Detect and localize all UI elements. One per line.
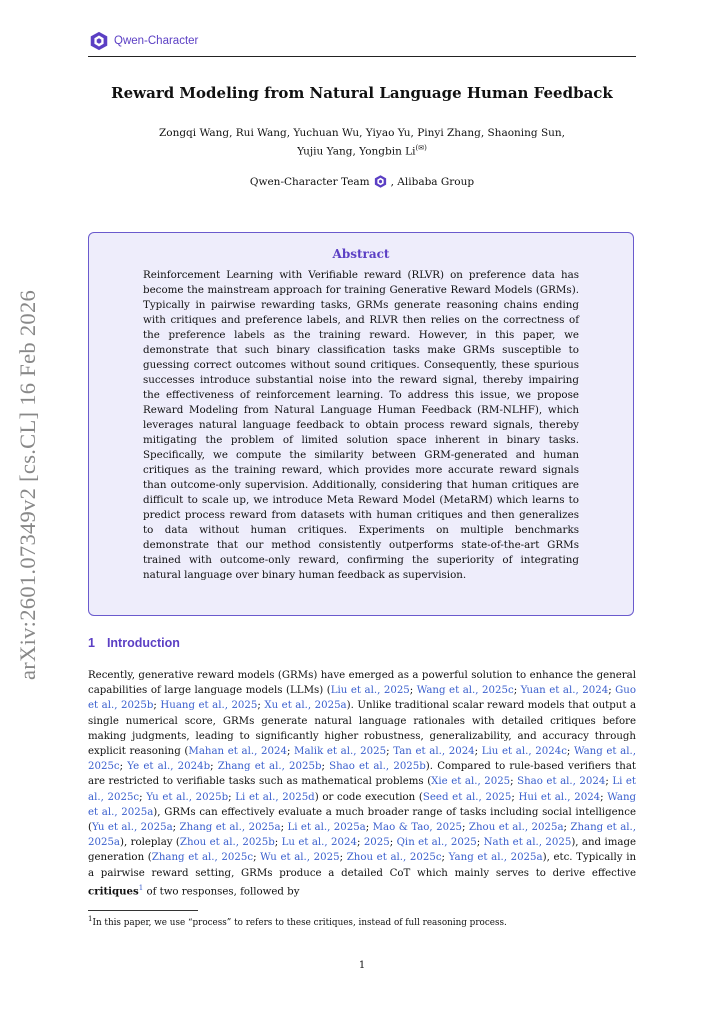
citation-link[interactable]: Yuan et al., 2024 — [520, 685, 609, 697]
citation-link[interactable]: Yu et al., 2025a — [91, 822, 173, 834]
page-number: 1 — [358, 960, 366, 971]
affiliation — [88, 174, 636, 189]
section-heading — [88, 636, 180, 650]
intro-text: ) or code execution ( — [314, 791, 423, 803]
citation-link[interactable]: Mao & Tao, 2025 — [372, 822, 463, 834]
intro-text: ; — [462, 822, 469, 834]
footnote-mark: 1 — [88, 915, 93, 923]
citation-link[interactable]: Zhang et al., 2025b — [217, 761, 322, 773]
footnote — [88, 915, 636, 928]
citation-link[interactable]: Tan et al., 2024 — [393, 746, 475, 758]
citation-link[interactable]: Guo et al., 2025b — [88, 685, 637, 712]
intro-text: ), and image generation ( — [88, 837, 637, 864]
authors-line-1: Zongqi Wang, Rui Wang, Yuchuan Wu, Yiyao Yu, Pinyi Zhang, Shaoning Sun, — [158, 127, 566, 139]
intro-text: ; — [321, 761, 330, 773]
citation-link[interactable]: Zhang et al., 2025a — [179, 822, 281, 834]
footnote-text: In this paper, we use “process” to refers to these critiques, instead of full reasoning process. — [92, 917, 507, 928]
intro-text: ; — [257, 700, 265, 712]
citation-link[interactable]: Shao et al., 2024 — [517, 776, 606, 788]
intro-text: ). Unlike traditional scalar reward models that output a single numerical score, GRMs generate natural language rationales with detailed critiques before making judgments, leading to significantly higher robustness, generalizability, and accuracy through explicit reasoning ( — [88, 700, 637, 758]
intro-text: ; — [389, 837, 397, 849]
bold-term: critiques — [88, 885, 139, 898]
intro-text: ; — [210, 761, 218, 773]
intro-text: ; — [608, 685, 616, 697]
intro-text: ; — [274, 837, 282, 849]
citation-link[interactable]: 2025 — [363, 837, 390, 849]
citation-link[interactable]: Zhang et al., 2025a — [88, 822, 637, 849]
citation-link[interactable]: Hui et al., 2024 — [518, 791, 601, 803]
intro-text: ; — [474, 746, 482, 758]
citation-link[interactable]: Xu et al., 2025a — [264, 700, 347, 712]
citation-link[interactable]: Wu et al., 2025 — [260, 852, 340, 864]
footnote-reference[interactable]: 1 — [138, 883, 144, 892]
intro-text: ; — [513, 685, 521, 697]
logo-text: Qwen-Character — [114, 35, 199, 47]
intro-text: ; — [510, 776, 518, 788]
citation-link[interactable]: Zhou et al., 2025a — [468, 822, 564, 834]
intro-text: ; — [172, 822, 180, 834]
authors-line-2 — [88, 141, 636, 160]
citation-link[interactable]: Wang et al., 2025a — [88, 791, 637, 818]
intro-text: of two responses, followed by — [143, 886, 300, 898]
footnote-divider — [88, 910, 198, 911]
citation-link[interactable]: Seed et al., 2025 — [422, 791, 512, 803]
intro-text: ; — [566, 746, 574, 758]
section-number: 1 — [88, 636, 95, 650]
arxiv-stamp — [12, 289, 44, 681]
introduction-paragraph — [88, 668, 636, 899]
citation-link[interactable]: Liu et al., 2024c — [481, 746, 567, 758]
qwen-character-logo — [88, 30, 198, 52]
intro-text: ; — [386, 746, 394, 758]
citation-link[interactable]: Yu et al., 2025b — [146, 791, 229, 803]
section-title: Introduction — [106, 636, 180, 650]
citation-link[interactable]: Li et al., 2025a — [287, 822, 366, 834]
intro-text: ), roleplay ( — [120, 837, 180, 849]
citation-link[interactable]: Liu et al., 2025 — [330, 685, 410, 697]
arxiv-stamp-text: arXiv:2601.07349v2 [cs.CL] 16 Feb 2026 — [15, 289, 41, 681]
intro-text: ). Compared to rule-based verifiers that are restricted to verifiable tasks such as mathematical problems ( — [88, 761, 636, 788]
intro-text: ; — [286, 746, 295, 758]
citation-link[interactable]: Zhang et al., 2025c — [151, 852, 254, 864]
intro-text: ; — [228, 791, 236, 803]
abstract-box — [88, 232, 634, 616]
citation-link[interactable]: Li et al., 2025d — [235, 791, 315, 803]
team-name: Qwen-Character Team — [249, 175, 370, 188]
intro-text: ; — [605, 776, 613, 788]
intro-text: ; — [119, 761, 128, 773]
intro-text: ; — [511, 791, 519, 803]
citation-link[interactable]: Xie et al., 2025 — [431, 776, 511, 788]
intro-text: ; — [600, 791, 608, 803]
qwen-team-icon — [373, 174, 388, 189]
intro-text: ; — [409, 685, 417, 697]
intro-text: ; — [280, 822, 288, 834]
intro-text: ; — [339, 852, 347, 864]
intro-text: ; — [153, 700, 161, 712]
citation-link[interactable]: Yang et al., 2025a — [448, 852, 543, 864]
citation-link[interactable]: Li et al., 2025c — [88, 776, 636, 803]
author-list — [88, 126, 636, 160]
paper-title: Reward Modeling from Natural Language Human Feedback — [111, 84, 613, 102]
page-header — [88, 28, 636, 57]
citation-link[interactable]: Malik et al., 2025 — [294, 746, 387, 758]
citation-link[interactable]: Zhou et al., 2025c — [346, 852, 442, 864]
intro-text: ; — [253, 852, 261, 864]
corresponding-author-mark: (✉) — [415, 144, 427, 152]
citation-link[interactable]: Qin et al., 2025 — [396, 837, 477, 849]
intro-text: Recently, generative reward models (GRMs) have emerged as a powerful solution to enhance the general capabilities of large language models (LLMs) ( — [88, 670, 636, 697]
qwen-logo-icon — [88, 30, 110, 52]
citation-link[interactable]: Shao et al., 2025b — [329, 761, 426, 773]
citation-link[interactable]: Ye et al., 2024b — [127, 761, 211, 773]
intro-text: ; — [356, 837, 364, 849]
abstract-heading: Abstract — [332, 247, 390, 261]
intro-text: ; — [476, 837, 484, 849]
intro-text: ; — [563, 822, 571, 834]
citation-link[interactable]: Mahan et al., 2024 — [188, 746, 287, 758]
intro-text: ), GRMs can effectively evaluate a much broader range of tasks including social intelligence ( — [88, 806, 636, 834]
abstract-text: Reinforcement Learning with Verifiable reward (RLVR) on preference data has become the mainstream approach for training Generative Reward Models (GRMs). Typically in pairwise rewarding tasks, GRMs generate reasoning chains ending with critiques and preference labels, and RLVR then relies on the correctness of the preference labels as the training reward. However, in this paper, we demonstrate that such binary classification tasks make GRMs susceptible to guessing correct outcomes without sound critiques. Consequently, these spurious successes introduce substantial noise into the reward signal, thereby impairing the effectiveness of reinforcement learning. To address this issue, we propose Reward Modeling from Natural Language Human Feedback (RM-NLHF), which leverages natural language feedback to obtain process reward signals, thereby mitigating the problem of limited solution space inherent in binary tasks. Specifically, we compute the similarity between GRM-generated and human critiques as the training reward, which provides more accurate reward signals than outcome-only supervision. Additionally, considering that human critiques are difficult to scale up, we introduce Meta Reward Model (MetaRM) which learns to predict process reward from datasets with human critiques and then generalizes to data without human critiques. Experiments on multiple benchmarks demonstrate that our method consistently outperforms state-of-the-art GRMs trained with outcome-only reward, confirming the superiority of integrating natural language over binary human feedback as supervision. — [143, 269, 579, 581]
citation-link[interactable]: Nath et al., 2025 — [483, 837, 572, 849]
citation-link[interactable]: Wang et al., 2025c — [88, 746, 636, 773]
citation-link[interactable]: Huang et al., 2025 — [160, 700, 258, 712]
intro-text: ; — [365, 822, 373, 834]
citation-link[interactable]: Wang et al., 2025c — [416, 685, 514, 697]
intro-text: ; — [139, 791, 147, 803]
authors-line-2-text: Yujiu Yang, Yongbin Li — [297, 145, 416, 158]
organization-name: , Alibaba Group — [390, 175, 475, 188]
intro-text: ), etc. Typically in a pairwise reward setting, GRMs produce a detailed CoT which mainly serves to derive effective — [88, 852, 637, 879]
citation-link[interactable]: Zhou et al., 2025b — [179, 837, 275, 849]
intro-text: ; — [441, 852, 449, 864]
citation-link[interactable]: Lu et al., 2024 — [281, 837, 357, 849]
